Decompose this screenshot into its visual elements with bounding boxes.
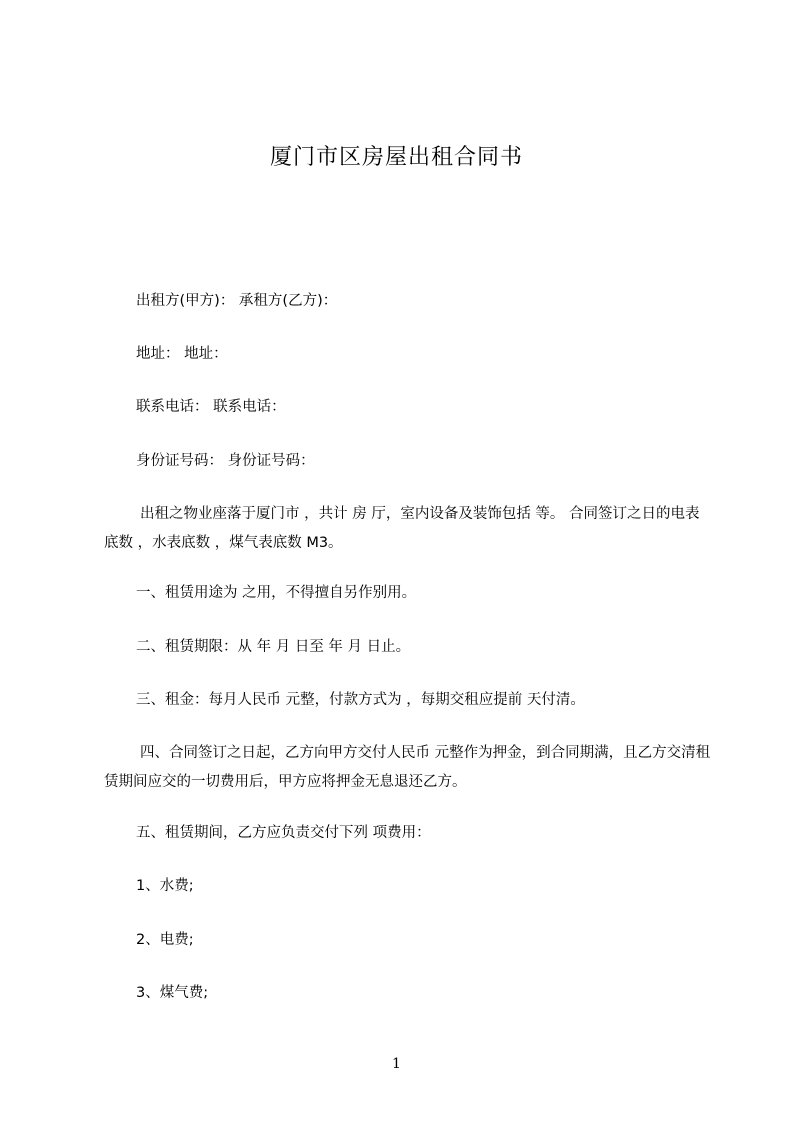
fee-item-gas: 3、煤气费;: [136, 985, 209, 1001]
address-line: 地址： 地址：: [136, 346, 228, 362]
phone-line: 联系电话： 联系电话：: [136, 399, 286, 415]
property-paragraph: 出租之物业座落于厦门市 ，共计 房 厅，室内设备及装饰包括 等。 合同签订之日的电表底数 ，水表底数 ，煤气表底数 M3。: [104, 506, 700, 551]
clause-3: 三、租金：每月人民币 元整，付款方式为 ，每期交租应提前 天付清。: [136, 692, 585, 708]
document-title: 厦门市区房屋出租合同书: [269, 145, 523, 170]
parties-line: 出租方(甲方)： 承租方(乙方)：: [136, 293, 338, 309]
clause-5: 五、租赁期间，乙方应负责交付下列 项费用：: [136, 825, 431, 841]
fee-item-electricity: 2、电费;: [136, 932, 194, 948]
clause-4-paragraph: 四、合同签订之日起，乙方向甲方交付人民币 元整作为押金，到合同期满，且乙方交清租赁期间应交的一切费用后，甲方应将押金无息退还乙方。: [104, 745, 711, 790]
page-number: 1: [392, 1056, 401, 1072]
clause-2: 二、租赁期限：从 年 月 日至 年 月 日止。: [136, 639, 411, 655]
clause-1: 一、租赁用途为 之用，不得擅自另作别用。: [136, 585, 417, 601]
fee-item-water: 1、水费;: [136, 878, 194, 894]
id-number-line: 身份证号码： 身份证号码：: [136, 453, 315, 469]
